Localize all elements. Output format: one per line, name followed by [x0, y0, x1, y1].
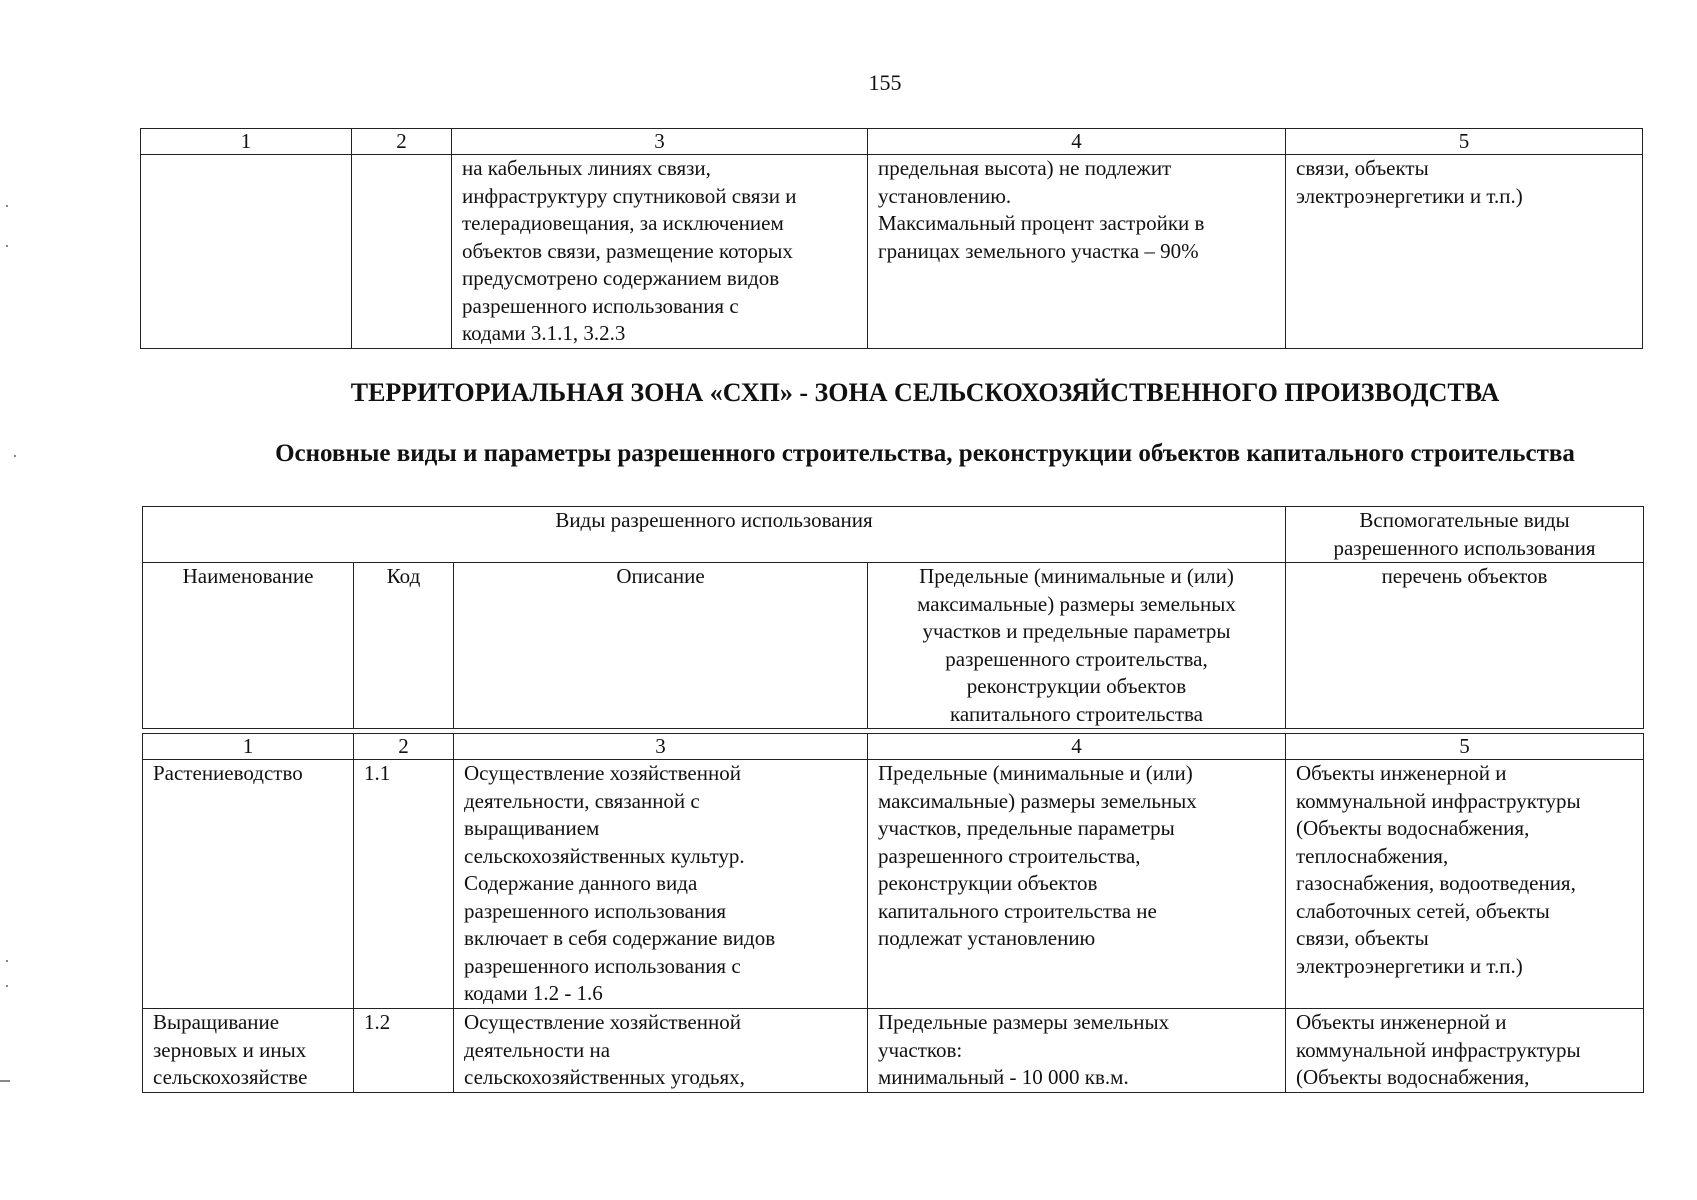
cell-code — [352, 155, 452, 349]
col-number-4: 4 — [868, 129, 1286, 155]
cell-limits: предельная высота) не подлежит установлению. Максимальный процент застройки в границах земельного участка – 90% — [868, 155, 1286, 349]
main-group-header: Виды разрешенного использования — [143, 507, 1286, 563]
col-number-5: 5 — [1286, 734, 1644, 760]
scan-speck — [6, 985, 8, 987]
cell-name — [141, 155, 352, 349]
zone-title: ТЕРРИТОРИАЛЬНАЯ ЗОНА «СХП» - ЗОНА СЕЛЬСКОХОЗЯЙСТВЕННОГО ПРОИЗВОДСТВА — [350, 378, 1500, 407]
table-row — [143, 760, 1644, 1009]
aux-group-header: Вспомогательные виды разрешенного использования — [1286, 507, 1644, 563]
header-group-row — [143, 507, 1644, 563]
cell-auxiliary: связи, объекты электроэнергетики и т.п.) — [1286, 155, 1643, 349]
header-table — [142, 506, 1644, 729]
header-aux-list: перечень объектов — [1286, 563, 1644, 729]
cell-name: Растениеводство — [143, 760, 354, 1009]
continuation-table — [140, 128, 1643, 349]
cell-description: на кабельных линиях связи, инфраструктуру спутниковой связи и телерадиовещания, за исключением объектов связи, размещение которых предусмотрено содержанием видов разрешенного использования с кодами 3.1.1, 3.2.3 — [452, 155, 868, 349]
section-title: Основные виды и параметры разрешенного строительства, реконструкции объектов капитального строительства — [275, 440, 1575, 467]
scan-speck — [14, 455, 16, 457]
col-number-1: 1 — [143, 734, 354, 760]
header-limits: Предельные (минимальные и (или) максимальные) размеры земельных участков и предельные параметры разрешенного строительства, реконструкции объектов капитального строительства — [868, 563, 1286, 729]
header-columns-row — [143, 563, 1644, 729]
table-row — [141, 155, 1643, 349]
column-number-row — [141, 129, 1643, 155]
header-code: Код — [354, 563, 454, 729]
col-number-4: 4 — [868, 734, 1286, 760]
page-number: 155 — [868, 70, 902, 95]
col-number-1: 1 — [141, 129, 352, 155]
col-number-2: 2 — [352, 129, 452, 155]
cell-name: Выращивание зерновых и иных сельскохозяйстве — [143, 1009, 354, 1093]
cell-code: 1.2 — [354, 1009, 454, 1093]
scan-speck — [6, 960, 8, 962]
column-number-row — [143, 734, 1644, 760]
col-number-3: 3 — [454, 734, 868, 760]
col-number-3: 3 — [452, 129, 868, 155]
cell-description: Осуществление хозяйственной деятельности, связанной с выращиванием сельскохозяйственных культур. Содержание данного вида разрешенного использования включает в себя содержание видов разрешенного использования с кодами 1.2 - 1.6 — [454, 760, 868, 1009]
col-number-5: 5 — [1286, 129, 1643, 155]
cell-code: 1.1 — [354, 760, 454, 1009]
cell-description: Осуществление хозяйственной деятельности на сельскохозяйственных угодьях, — [454, 1009, 868, 1093]
main-table — [142, 733, 1644, 1093]
table-row — [143, 1009, 1644, 1093]
scan-speck — [6, 205, 8, 207]
scan-speck — [6, 245, 8, 247]
scan-speck — [0, 1080, 10, 1082]
col-number-2: 2 — [354, 734, 454, 760]
cell-auxiliary: Объекты инженерной и коммунальной инфраструктуры (Объекты водоснабжения, теплоснабжения, газоснабжения, водоотведения, слаботочных сетей, объекты связи, объекты электроэнергетики и т.п.) — [1286, 760, 1644, 1009]
cell-limits: Предельные размеры земельных участков: минимальный - 10 000 кв.м. — [868, 1009, 1286, 1093]
cell-limits: Предельные (минимальные и (или) максимальные) размеры земельных участков, предельные параметры разрешенного строительства, реконструкции объектов капитального строительства не подлежат установлению — [868, 760, 1286, 1009]
header-name: Наименование — [143, 563, 354, 729]
cell-auxiliary: Объекты инженерной и коммунальной инфраструктуры (Объекты водоснабжения, — [1286, 1009, 1644, 1093]
header-description: Описание — [454, 563, 868, 729]
